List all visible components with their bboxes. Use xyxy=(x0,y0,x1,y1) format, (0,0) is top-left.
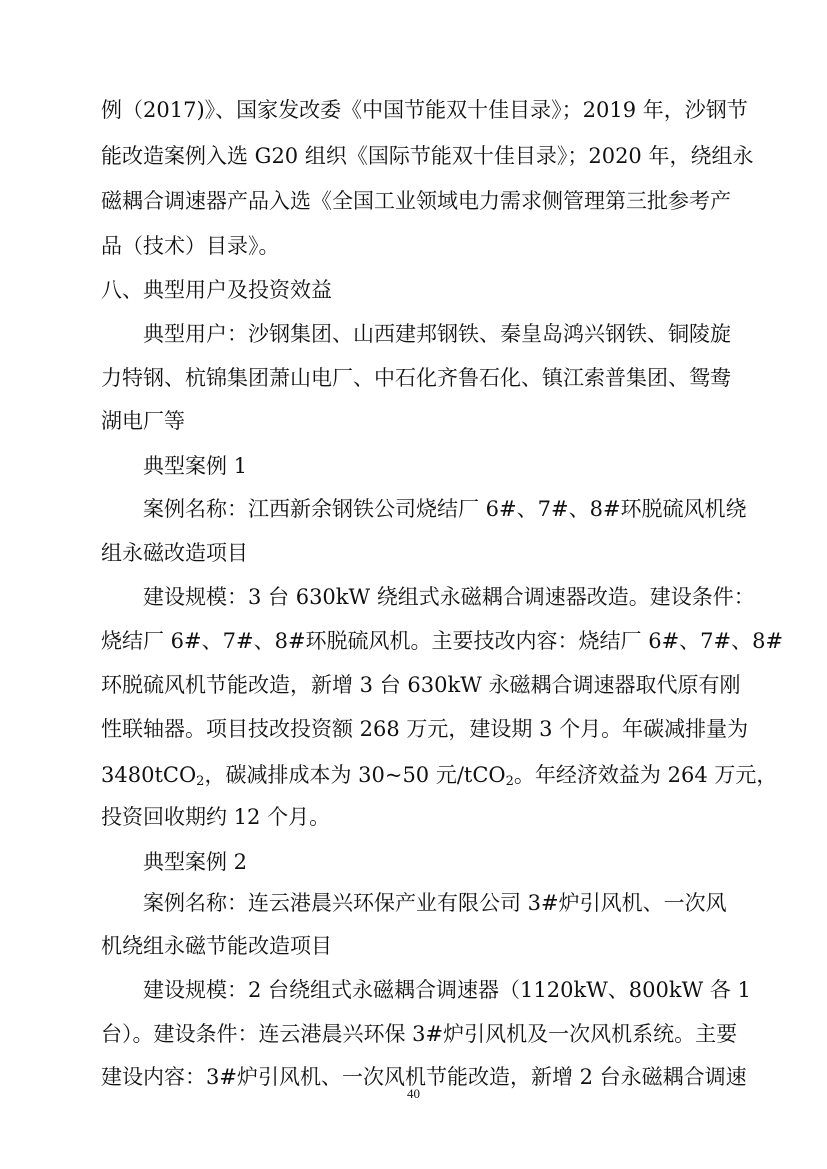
text-line: 湖电厂等 xyxy=(101,409,185,433)
text-line: 力特钢、杭锦集团萧山电厂、中石化齐鲁石化、镇江索普集团、鸳鸯 xyxy=(101,366,731,390)
text-segment: 。年经济效益为 264 万元， xyxy=(513,763,778,787)
text-line: 典型案例 1 xyxy=(143,454,248,478)
text-line: 能改造案例入选 G20 组织《国际节能双十佳目录》；2020 年，绕组永 xyxy=(101,144,754,168)
text-line xyxy=(101,760,778,790)
subscript: 2 xyxy=(196,774,205,789)
text-line: 案例名称：江西新余钢铁公司烧结厂 6#、7#、8#环脱硫风机绕 xyxy=(143,497,747,521)
text-line: 机绕组永磁节能改造项目 xyxy=(101,934,332,958)
text-line: 典型案例 2 xyxy=(143,850,248,874)
subscript: 2 xyxy=(505,774,514,789)
text-line: 品（技术）目录》。 xyxy=(101,234,280,258)
text-line: 烧结厂 6#、7#、8#环脱硫风机。主要技改内容：烧结厂 6#、7#、8# xyxy=(101,629,784,653)
text-line: 八、典型用户及投资效益 xyxy=(101,278,332,302)
text-line: 建设内容：3#炉引风机、一次风机节能改造，新增 2 台永磁耦合调速 xyxy=(101,1065,747,1089)
text-line: 案例名称：连云港晨兴环保产业有限公司 3#炉引风机、一次风 xyxy=(143,891,727,915)
text-segment: 3480tCO xyxy=(101,763,197,787)
text-line: 典型用户：沙钢集团、山西建邦钢铁、秦皇岛鸿兴钢铁、铜陵旋 xyxy=(143,322,731,346)
text-line: 投资回收期约 12 个月。 xyxy=(101,805,331,829)
text-segment: ，碳减排成本为 30~50 元/tCO xyxy=(204,763,506,787)
text-line: 例（2017)》、国家发改委《中国节能双十佳目录》；2019 年，沙钢节 xyxy=(101,98,748,122)
text-line: 性联轴器。项目技改投资额 268 万元，建设期 3 个月。年碳减排量为 xyxy=(101,717,749,741)
page-number: 40 xyxy=(407,1086,420,1101)
text-line: 台）。建设条件：连云港晨兴环保 3#炉引风机及一次风机系统。主要 xyxy=(101,1022,738,1046)
text-line: 磁耦合调速器产品入选《全国工业领域电力需求侧管理第三批参考产 xyxy=(101,189,731,213)
text-line: 组永磁改造项目 xyxy=(101,541,248,565)
text-line: 建设规模：3 台 630kW 绕组式永磁耦合调速器改造。建设条件： xyxy=(143,585,755,609)
text-line: 建设规模：2 台绕组式永磁耦合调速器（1120kW、800kW 各 1 xyxy=(143,978,751,1002)
text-line: 环脱硫风机节能改造，新增 3 台 630kW 永磁耦合调速器取代原有刚 xyxy=(101,673,741,697)
